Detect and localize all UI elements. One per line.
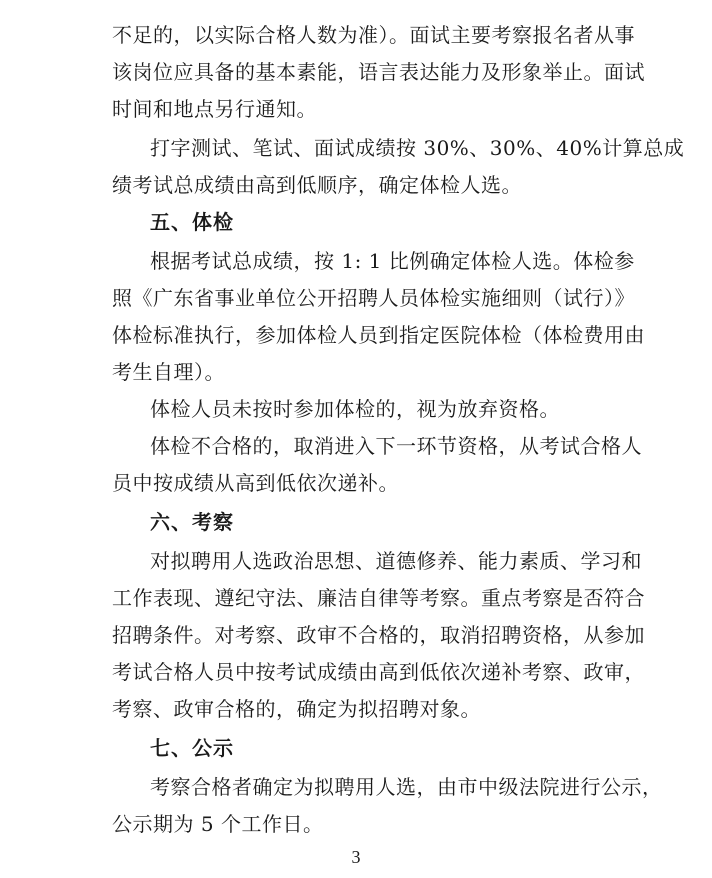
text-line: 员中按成绩从高到低依次递补。 [112,471,399,495]
text-line: 公示期为 5 个工作日。 [112,812,324,836]
text-line: 体检标准执行，参加体检人员到指定医院体检（体检费用由 [112,323,645,347]
page-number: 3 [351,847,361,867]
section-heading-publicity: 七、公示 [150,736,234,760]
text-line: 考察合格者确定为拟聘用人选，由市中级法院进行公示， [150,775,663,799]
text-line: 招聘条件。对考察、政审不合格的，取消招聘资格，从参加 [112,623,645,647]
text-line: 对拟聘用人选政治思想、道德修养、能力素质、学习和 [150,549,642,573]
text-line: 时间和地点另行通知。 [112,97,317,121]
text-line: 工作表现、遵纪守法、廉洁自律等考察。重点考察是否符合 [112,586,645,610]
text-line: 打字测试、笔试、面试成绩按 30%、30%、40%计算总成 [150,136,685,160]
text-line: 考察、政审合格的，确定为拟招聘对象。 [112,697,481,721]
section-heading-physical-exam: 五、体检 [150,210,234,234]
text-line: 不足的，以实际合格人数为准）。面试主要考察报名者从事 [112,23,635,47]
text-line: 照《广东省事业单位公开招聘人员体检实施细则（试行）》 [112,286,635,310]
text-line: 绩考试总成绩由高到低顺序，确定体检人选。 [112,173,522,197]
text-line: 体检人员未按时参加体检的，视为放弃资格。 [150,397,560,421]
text-line: 体检不合格的，取消进入下一环节资格，从考试合格人 [150,434,642,458]
text-line: 考生自理）。 [112,360,225,384]
text-line: 该岗位应具备的基本素能，语言表达能力及形象举止。面试 [112,60,645,84]
text-line: 根据考试总成绩，按 1: 1 比例确定体检人选。体检参 [150,249,635,273]
section-heading-inspection: 六、考察 [150,510,234,534]
text-line: 考试合格人员中按考试成绩由高到低依次递补考察、政审， [112,660,645,684]
